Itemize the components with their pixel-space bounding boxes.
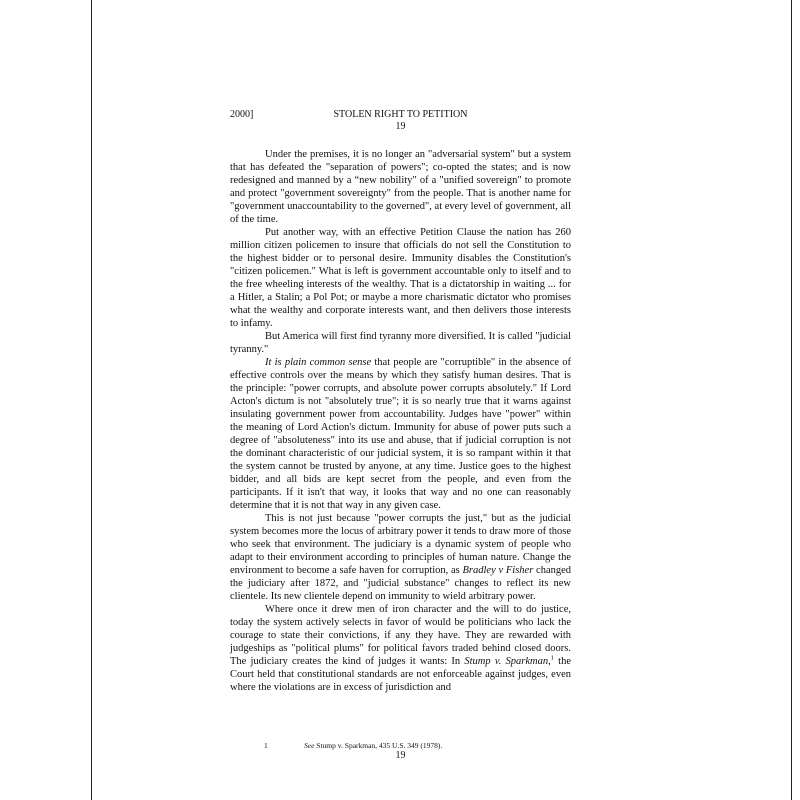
paragraph [230,512,571,603]
text-run: Where once it drew men of iron character and the will to do justice, today the system actively selects in favor of would be politicians who lack the courage to state their convictions, if any they have. They are rewarded with judgeships as "political plums" for political favors traded behind closed doors. The judiciary creates the kind of judges it wants: In [230,604,571,667]
text-run: This is not just because "power corrupts the just," but as the judicial system becomes more the locus of arbitrary power it tends to draw more of those who seek that environment. The judiciary is a dynamic system of people who adapt to their environment according to principles of human nature. Change the environment to become a safe haven for corruption, as [230,513,571,576]
text-run: Under the premises, it is no longer an "adversarial system" but a system that has defeated the "separation of powers"; co-opted the states; and is now redesigned and manned by a “new nobility" of a "unified sovereign" to promote and protect "government sovereignty" from the people. That is another name for "government unaccountability to the governed", at every level of government, all of the time. [230,149,571,225]
italic-text: Bradley v Fisher [462,565,534,576]
paragraph [230,330,571,356]
header-running-title: STOLEN RIGHT TO PETITION [333,109,468,120]
header-volume-year: 2000] [230,109,254,120]
text-run: Put another way, with an effective Petition Clause the nation has 260 million citizen policemen to insure that officials do not sell the Constitution to the highest bidder or to personal desire. Immunity disables the Constitution's "citizen policemen." What is left is government accountable only to itself and to the free wheeling interests of the wealthy. That is a dictatorship in waiting ... for a Hitler, a Stalin; a Pol Pot; or maybe a more charismatic dictator who promises what the wealthy and corporate interests want, and then delivers those interests to infamy. [230,227,571,329]
footnote-mark: 1 [264,741,268,750]
body-text [230,148,571,694]
paragraph [230,356,571,512]
text-run: the Court held that constitutional standards are not enforceable against judges, even where the violations are in excess of jurisdiction and [230,656,572,693]
paragraph [230,603,571,694]
text-run: changed the judiciary after 1872, and "judicial substance" changes to reflect its new clientele. Its new clientele depend on immunity to wield arbitrary power. [230,565,572,602]
italic-text: It is plain common sense [265,357,372,368]
header-page-number: 19 [395,121,406,132]
paragraph [230,226,571,330]
paragraph [230,148,571,226]
text-run: that people are "corruptible" in the absence of effective controls over the means by which they satisfy human desires. That is the principle: "power corrupts, and absolute power corrupts absolutely." If Lord Acton's dictum is not "absolutely true"; it is so nearly true that it warns against insulating government power from accountability. Judges have "power" within the meaning of Lord Action's dictum. Immunity for abuse of power puts such a degree of "absoluteness" into its use and abuse, that if judicial corruption is not the dominant characteristic of our judicial system, it is so rampant within it that the system cannot be trusted by anyone, at any time. Justice goes to the highest bidder, and all bids are kept secret from the people, and even from the participants. If it isn't that way, it looks that way and no one can reasonably determine that it is not that way in any given case. [230,357,571,511]
italic-text: Stump v. Sparkman, [464,656,551,667]
footer-page-number: 19 [395,750,406,761]
footnote-reference: 1 [550,654,554,662]
footnote-text [304,741,442,750]
footnote-signal: See [304,741,315,750]
footnote-citation: Stump v. Sparkman, 435 U.S. 349 (1978). [314,741,443,750]
text-run: But America will first find tyranny more diversified. It is called "judicial tyranny." [230,331,571,355]
